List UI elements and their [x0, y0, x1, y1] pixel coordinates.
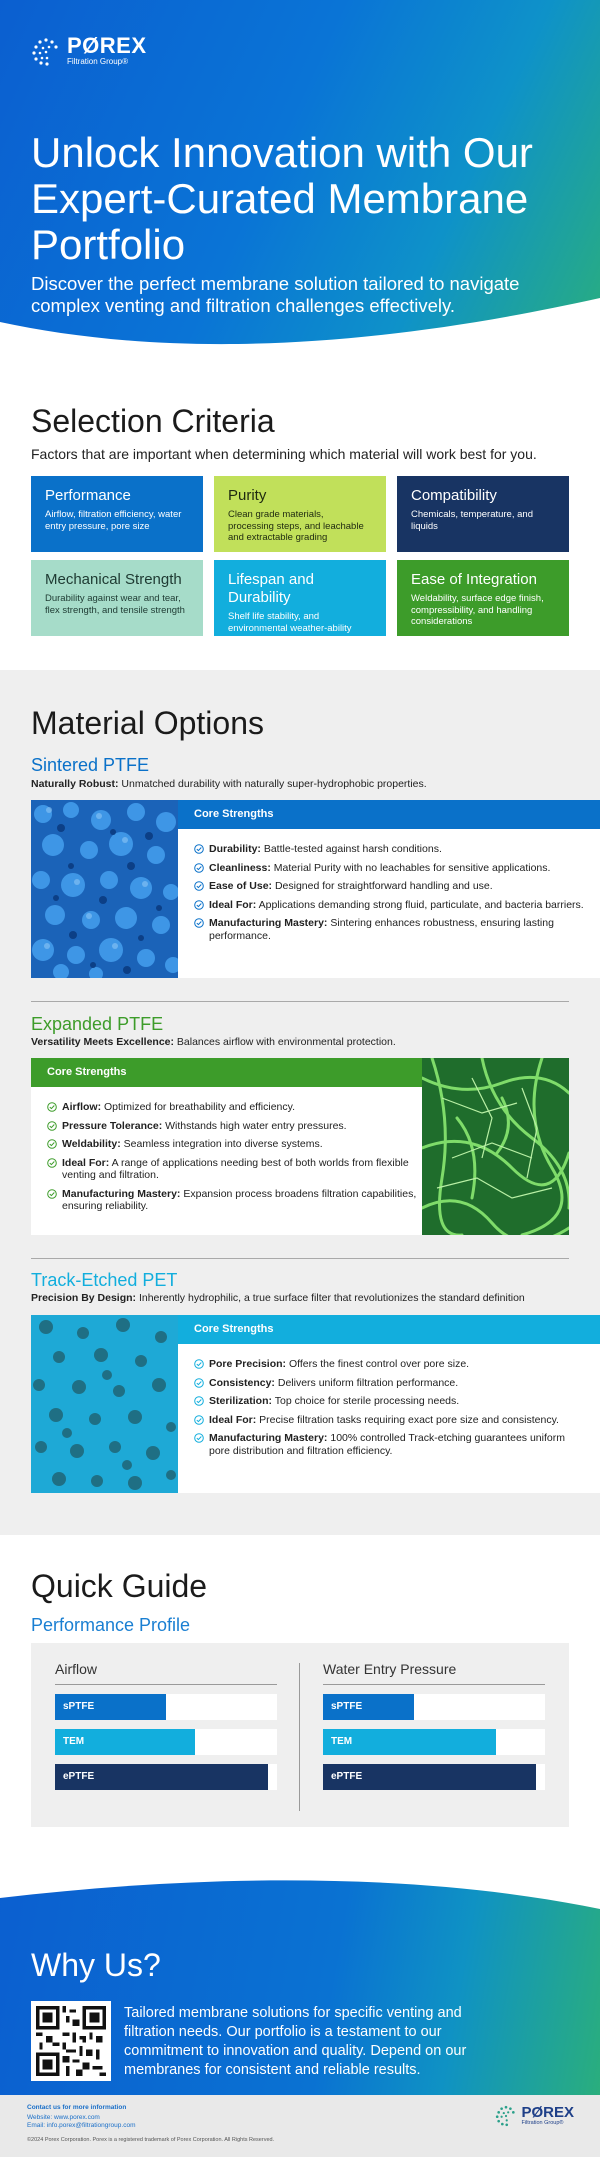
- check-circle-icon: [194, 900, 204, 910]
- footer-brand-name: PØREX: [521, 2104, 574, 2121]
- strength-text: Designed for straightforward handling and use.: [272, 880, 493, 892]
- criteria-card-purity: [214, 476, 386, 552]
- footer-logo[interactable]: [495, 2105, 574, 2127]
- strength-label: Airflow:: [62, 1101, 102, 1113]
- check-circle-icon: [47, 1189, 57, 1199]
- criteria-card-title: Ease of Integration: [411, 571, 537, 588]
- strength-text: Material Purity with no leachables for sensitive applications.: [270, 861, 551, 874]
- material-tagline-bold: Versatility Meets Excellence:: [31, 1036, 174, 1048]
- criteria-card-desc: Shelf life stability, and environmental weather-ability: [228, 611, 352, 634]
- strength-item: [194, 1358, 584, 1371]
- airflow-bar-label: ePTFE: [63, 1771, 95, 1782]
- column-divider: [299, 1663, 300, 1811]
- criteria-card-title: Compatibility: [411, 487, 497, 504]
- core-strengths-header: Core Strengths: [178, 800, 600, 829]
- section-divider: [31, 1001, 569, 1002]
- strength-label: Pore Precision:: [209, 1358, 287, 1370]
- strength-label: Manufacturing Mastery:: [209, 917, 328, 929]
- wep-bar-label: sPTFE: [331, 1701, 363, 1712]
- material-tagline-sptfe: [31, 778, 427, 790]
- footer-website-link[interactable]: Website: www.porex.com: [27, 2114, 100, 2121]
- footer-brand-subtitle: Filtration Group®: [521, 2120, 564, 2126]
- wep-bar-label: ePTFE: [331, 1771, 363, 1782]
- strength-item: [194, 862, 584, 875]
- strength-item: [47, 1120, 437, 1133]
- qr-code[interactable]: [31, 2001, 111, 2081]
- strength-text: Precise filtration tasks requiring exact pore size and consistency.: [256, 1413, 559, 1426]
- strength-label: Durability:: [209, 843, 261, 855]
- check-circle-icon: [194, 1396, 204, 1406]
- criteria-card-ease-of-integration: [397, 560, 569, 636]
- performance-profile-box: [31, 1643, 569, 1827]
- criteria-card-performance: [31, 476, 203, 552]
- check-circle-icon: [194, 1359, 204, 1369]
- check-circle-icon: [47, 1139, 57, 1149]
- material-tagline-text: Balances airflow with environmental protection.: [174, 1036, 396, 1048]
- strength-item: [194, 899, 584, 912]
- criteria-card-desc: Weldability, surface edge finish, compressibility, and handling considerations: [411, 593, 544, 627]
- strength-item: [194, 843, 584, 856]
- criteria-card-desc: Clean grade materials, processing steps, and leachable and extractable grading: [228, 509, 364, 543]
- wep-bar-row: [323, 1694, 545, 1720]
- strength-item: [194, 1414, 584, 1427]
- strength-item: [194, 917, 584, 942]
- selection-criteria-section: [0, 355, 600, 670]
- check-circle-icon: [194, 844, 204, 854]
- strength-label: Ideal For:: [209, 1413, 257, 1426]
- strength-text: Applications demanding strong fluid, particulate, and bacteria barriers.: [256, 898, 584, 911]
- strength-item: [194, 1432, 584, 1457]
- wep-bar-row: [323, 1764, 545, 1790]
- section-divider: [31, 1258, 569, 1259]
- why-text: Tailored membrane solutions for specific venting and filtration needs. Our portfolio is a testament to our commitment to innovation and quality. Depend on our membranes for consistent and reliable results.: [124, 2005, 467, 2078]
- guide-subtitle: Performance Profile: [31, 1615, 191, 1635]
- quick-guide-section: [0, 1535, 600, 1865]
- hero-banner: [0, 0, 600, 355]
- strength-text: Top choice for sterile processing needs.: [272, 1395, 460, 1407]
- criteria-card-compatibility: [397, 476, 569, 552]
- airflow-column: [55, 1661, 277, 1790]
- strength-text: Delivers uniform filtration performance.: [274, 1376, 459, 1389]
- footer-contact-heading: Contact us for more information: [27, 2104, 127, 2111]
- check-circle-icon: [194, 1433, 204, 1443]
- strength-label: Consistency:: [209, 1376, 275, 1389]
- material-tagline-text: Inherently hydrophilic, a true surface filter that revolutionizes the standard definition: [136, 1292, 525, 1304]
- wep-title: Water Entry Pressure: [323, 1661, 545, 1685]
- wep-bar-label: TEM: [331, 1736, 353, 1747]
- porex-logo-icon: [31, 37, 61, 67]
- qr-code-icon: [36, 2006, 106, 2076]
- criteria-card-lifespan: [214, 560, 386, 636]
- strength-text: A range of applications needing best of both worlds from flexible venting and filtration.: [62, 1156, 409, 1181]
- selection-intro: Factors that are important when determining which material will work best for you.: [31, 446, 537, 462]
- criteria-card-title: Purity: [228, 487, 267, 504]
- brand-name: PØREX: [67, 33, 147, 58]
- airflow-bar-row: [55, 1764, 277, 1790]
- check-circle-icon: [194, 863, 204, 873]
- core-strengths-panel-tem: [178, 1315, 600, 1493]
- why-title: Why Us?: [31, 1947, 161, 1983]
- material-options-section: [0, 670, 600, 1535]
- check-circle-icon: [47, 1102, 57, 1112]
- check-circle-icon: [47, 1158, 57, 1168]
- strength-item: [47, 1138, 437, 1151]
- strength-label: Ideal For:: [209, 898, 257, 911]
- strength-text: Expansion process broadens filtration capabilities, ensuring reliability.: [62, 1187, 417, 1212]
- airflow-bar-row: [55, 1694, 277, 1720]
- strength-label: Weldability:: [62, 1138, 121, 1150]
- core-strengths-panel-sptfe: [178, 800, 600, 978]
- strength-label: Sterilization:: [209, 1395, 273, 1407]
- material-tagline-eptfe: [31, 1036, 396, 1048]
- eptfe-micrograph-image: [422, 1058, 569, 1235]
- sptfe-micrograph-image: [31, 800, 178, 978]
- criteria-card-title: Lifespan and Durability: [228, 571, 314, 606]
- criteria-card-title: Mechanical Strength: [45, 571, 182, 588]
- core-strengths-panel-eptfe: [31, 1058, 453, 1235]
- check-circle-icon: [194, 918, 204, 928]
- material-tagline-tem: [31, 1292, 525, 1304]
- footer-legal: ©2024 Porex Corporation. Porex is a registered trademark of Porex Corporation. All Rights Reserved.: [27, 2137, 275, 2143]
- tem-micrograph-image: [31, 1315, 178, 1493]
- material-tagline-text: Unmatched durability with naturally super-hydrophobic properties.: [118, 778, 427, 790]
- why-wave-divider: [0, 1865, 600, 1934]
- airflow-bar-row: [55, 1729, 277, 1755]
- criteria-card-desc: Airflow, filtration efficiency, water entry pressure, pore size: [45, 509, 182, 532]
- hero-lead: Discover the perfect membrane solution tailored to navigate complex venting and filtration challenges effectively.: [31, 273, 520, 316]
- material-name-tem: Track-Etched PET: [31, 1270, 178, 1290]
- check-circle-icon: [194, 881, 204, 891]
- material-tagline-bold: Precision By Design:: [31, 1292, 137, 1304]
- wep-bar-row: [323, 1729, 545, 1755]
- criteria-card-title: Performance: [45, 487, 131, 504]
- core-strengths-list: [178, 1344, 600, 1473]
- strength-item: [194, 1377, 584, 1390]
- porex-logo-icon: [495, 2105, 517, 2127]
- material-name-sptfe: Sintered PTFE: [31, 755, 150, 775]
- strength-text: Withstands high water entry pressures.: [162, 1119, 347, 1132]
- strength-label: Manufacturing Mastery:: [62, 1187, 181, 1200]
- strength-text: Optimized for breathability and efficiency.: [101, 1101, 296, 1113]
- why-us-section: [0, 1865, 600, 2095]
- strength-label: Pressure Tolerance:: [62, 1119, 163, 1132]
- water-entry-pressure-column: [323, 1661, 545, 1790]
- material-title: Material Options: [31, 705, 264, 741]
- selection-title: Selection Criteria: [31, 403, 275, 439]
- brand-logo[interactable]: [31, 33, 147, 67]
- airflow-bar-label: TEM: [63, 1736, 85, 1747]
- brand-subtitle: Filtration Group®: [67, 57, 129, 66]
- strength-item: [47, 1101, 437, 1114]
- core-strengths-list: [178, 829, 600, 958]
- check-circle-icon: [194, 1378, 204, 1388]
- strength-label: Ease of Use:: [209, 880, 273, 892]
- strength-label: Cleanliness:: [209, 861, 271, 874]
- strength-text: Battle-tested against harsh conditions.: [260, 843, 442, 855]
- criteria-card-desc: Durability against wear and tear, flex strength, and tensile strength: [45, 593, 185, 616]
- hero-title: Unlock Innovation with Our Expert-Curated Membrane Portfolio: [31, 129, 533, 268]
- check-circle-icon: [194, 1415, 204, 1425]
- hero-wave-divider: [0, 286, 600, 355]
- strength-label: Manufacturing Mastery:: [209, 1432, 328, 1444]
- material-tagline-bold: Naturally Robust:: [31, 778, 119, 790]
- strength-label: Ideal For:: [62, 1156, 110, 1169]
- core-strengths-header: Core Strengths: [178, 1315, 600, 1344]
- strength-text: 100% controlled Track-etching guarantees uniform pore distribution and filtration efficiency.: [209, 1432, 565, 1457]
- criteria-card-mechanical-strength: [31, 560, 203, 636]
- core-strengths-list: [31, 1087, 453, 1229]
- strength-item: [47, 1188, 437, 1213]
- strength-text: Sintering enhances robustness, ensuring lasting performance.: [209, 917, 554, 942]
- strength-text: Seamless integration into diverse systems.: [120, 1138, 323, 1150]
- footer-email-link[interactable]: Email: info.porex@filtrationgroup.com: [27, 2122, 136, 2129]
- footer: [0, 2095, 600, 2157]
- strength-text: Offers the finest control over pore size.: [286, 1358, 470, 1370]
- strength-item: [194, 880, 584, 893]
- airflow-bar-label: sPTFE: [63, 1701, 95, 1712]
- core-strengths-header: Core Strengths: [31, 1058, 453, 1087]
- strength-item: [47, 1157, 437, 1182]
- criteria-card-desc: Chemicals, temperature, and liquids: [411, 509, 533, 532]
- guide-title: Quick Guide: [31, 1568, 208, 1604]
- airflow-title: Airflow: [55, 1661, 277, 1685]
- check-circle-icon: [47, 1121, 57, 1131]
- material-name-eptfe: Expanded PTFE: [31, 1014, 164, 1034]
- strength-item: [194, 1395, 584, 1408]
